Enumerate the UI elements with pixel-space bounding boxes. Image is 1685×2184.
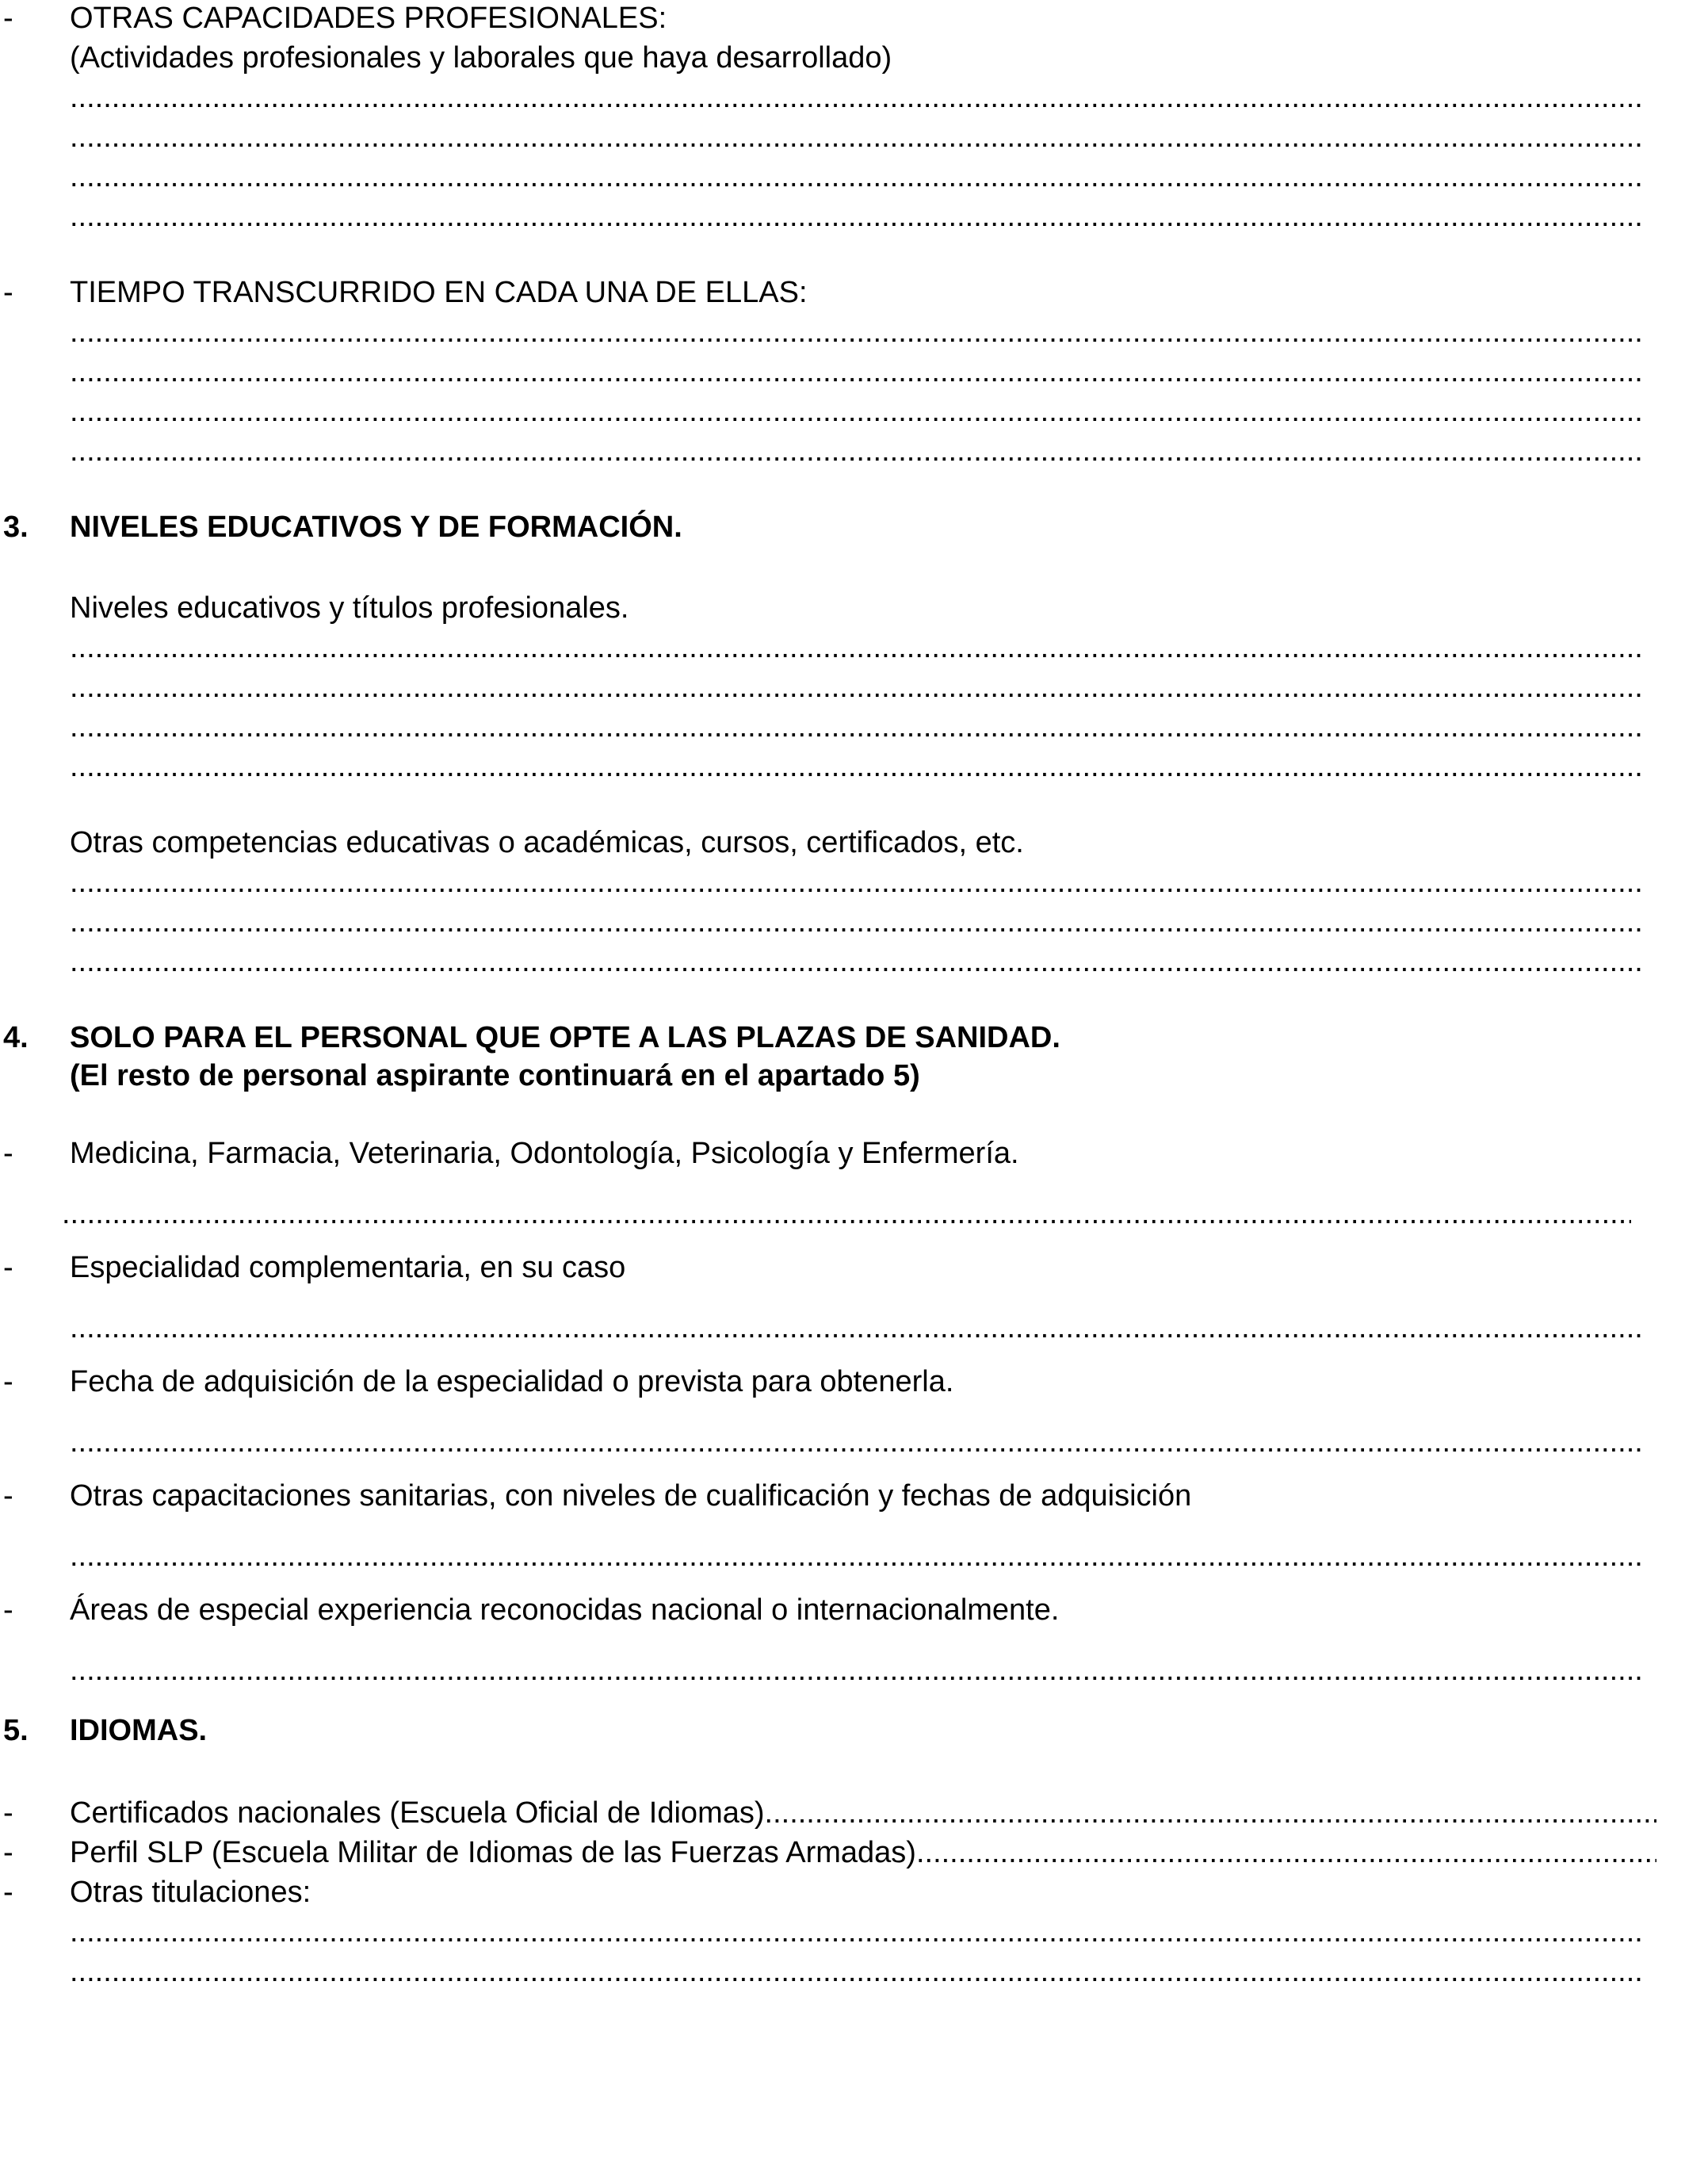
fill-line[interactable] bbox=[70, 709, 1641, 745]
certificados-label: Certificados nacionales (Escuela Oficial de Idiomas) bbox=[70, 1796, 765, 1830]
fill-line[interactable] bbox=[70, 864, 1641, 901]
fill-line[interactable] bbox=[70, 904, 1641, 940]
fill-line[interactable] bbox=[62, 1195, 1631, 1232]
section-3-title: NIVELES EDUCATIVOS Y DE FORMACIÓN. bbox=[70, 511, 682, 544]
section-5-title: IDIOMAS. bbox=[70, 1714, 208, 1747]
section-5-number: 5. bbox=[3, 1714, 29, 1747]
fill-line[interactable] bbox=[70, 198, 1641, 235]
fill-line[interactable] bbox=[70, 314, 1641, 350]
tiempo-title: TIEMPO TRANSCURRIDO EN CADA UNA DE ELLAS: bbox=[70, 276, 808, 309]
fill-line[interactable] bbox=[70, 79, 1641, 116]
fill-line[interactable] bbox=[765, 1795, 1656, 1831]
fill-line[interactable] bbox=[70, 1538, 1641, 1574]
list-marker: - bbox=[3, 1593, 13, 1627]
fill-line[interactable] bbox=[70, 1652, 1641, 1689]
otras-capacidades-title: OTRAS CAPACIDADES PROFESIONALES: bbox=[70, 2, 667, 35]
perfil-slp-label: Perfil SLP (Escuela Militar de Idiomas de las Fuerzas Armadas) bbox=[70, 1836, 916, 1869]
especialidad-label: Especialidad complementaria, en su caso bbox=[70, 1251, 626, 1284]
list-marker: - bbox=[3, 1836, 13, 1869]
perfil-slp-field[interactable] bbox=[70, 1834, 1656, 1871]
certificados-field[interactable] bbox=[70, 1795, 1656, 1831]
fill-line[interactable] bbox=[70, 669, 1641, 706]
fill-line[interactable] bbox=[70, 1914, 1641, 1950]
areas-experiencia-label: Áreas de especial experiencia reconocidas nacional o internacionalmente. bbox=[70, 1593, 1060, 1627]
fill-line[interactable] bbox=[70, 159, 1641, 195]
fill-line[interactable] bbox=[70, 354, 1641, 390]
fill-line[interactable] bbox=[70, 119, 1641, 155]
fill-line[interactable] bbox=[70, 1953, 1641, 1990]
fill-line[interactable] bbox=[70, 1310, 1641, 1346]
otras-capacidades-subtitle: (Actividades profesionales y laborales que haya desarrollado) bbox=[70, 41, 892, 75]
otras-competencias-label: Otras competencias educativas o académicas, cursos, certificados, etc. bbox=[70, 826, 1024, 859]
section-4-number: 4. bbox=[3, 1021, 29, 1054]
fill-line[interactable] bbox=[916, 1834, 1656, 1871]
section-3-number: 3. bbox=[3, 511, 29, 544]
otras-capacitaciones-label: Otras capacitaciones sanitarias, con niveles de cualificación y fechas de adquisición bbox=[70, 1479, 1192, 1513]
fecha-especialidad-label: Fecha de adquisición de la especialidad o prevista para obtenerla. bbox=[70, 1365, 954, 1398]
sanidad-titulos-label: Medicina, Farmacia, Veterinaria, Odontología, Psicología y Enfermería. bbox=[70, 1137, 1019, 1170]
fill-line[interactable] bbox=[70, 943, 1641, 980]
fill-line[interactable] bbox=[70, 748, 1641, 785]
list-marker: - bbox=[3, 1365, 13, 1398]
niveles-label: Niveles educativos y títulos profesionales. bbox=[70, 591, 629, 625]
list-marker: - bbox=[3, 2, 13, 35]
list-marker: - bbox=[3, 1796, 13, 1830]
list-marker: - bbox=[3, 1251, 13, 1284]
otras-titulaciones-label: Otras titulaciones: bbox=[70, 1876, 311, 1909]
fill-line[interactable] bbox=[70, 433, 1641, 469]
list-marker: - bbox=[3, 276, 13, 309]
section-4-subtitle: (El resto de personal aspirante continuará en el apartado 5) bbox=[70, 1059, 920, 1092]
fill-line[interactable] bbox=[70, 629, 1641, 666]
fill-line[interactable] bbox=[70, 393, 1641, 430]
fill-line[interactable] bbox=[70, 1424, 1641, 1460]
list-marker: - bbox=[3, 1137, 13, 1170]
list-marker: - bbox=[3, 1479, 13, 1513]
list-marker: - bbox=[3, 1876, 13, 1909]
section-4-title: SOLO PARA EL PERSONAL QUE OPTE A LAS PLAZAS DE SANIDAD. bbox=[70, 1021, 1060, 1054]
